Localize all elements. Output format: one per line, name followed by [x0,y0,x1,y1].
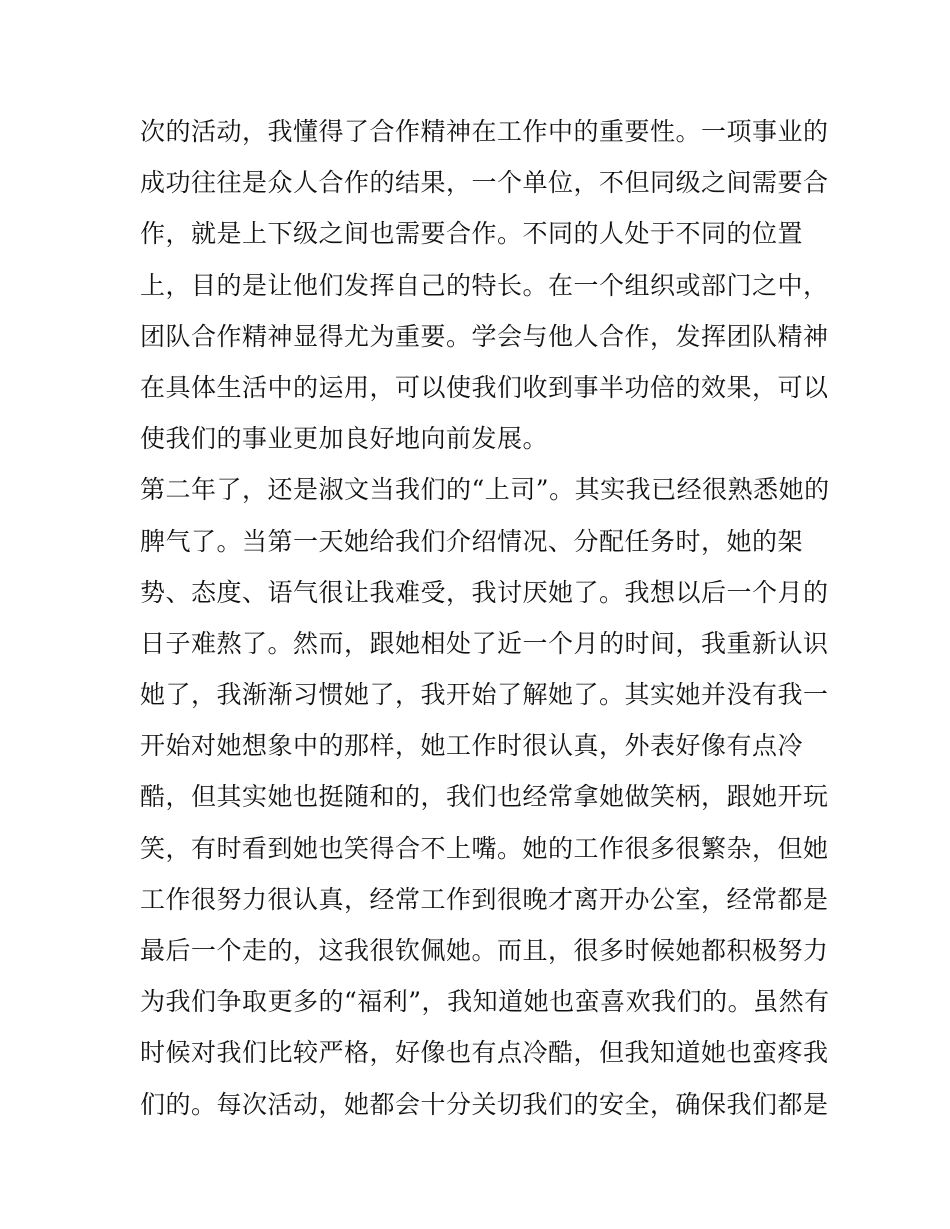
text-line: 日子难熬了。然而，跟她相处了近一个月的时间，我重新认识 [140,628,829,658]
text-line: 脾气了。当第一天她给我们介绍情况、分配任务时，她的架 [140,526,804,556]
text-line: 次的活动，我懂得了合作精神在工作中的重要性。一项事业的 [140,117,829,146]
text-line: 为我们争取更多的“福利”，我知道她也蛮喜欢我们的。虽然有 [140,987,830,1017]
text-line: 酷，但其实她也挺随和的，我们也经常拿她做笑柄，跟她开玩 [140,782,829,812]
text-line: 上，目的是让他们发挥自己的特长。在一个组织或部门之中， [140,270,829,300]
text-line: 使我们的事业更加良好地向前发展。 [140,424,549,454]
text-line: 成功往往是众人合作的结果，一个单位，不但同级之间需要合 [140,168,829,198]
text-line: 们的。每次活动，她都会十分关切我们的安全，确保我们都是 [140,1089,829,1119]
text-line: 工作很努力很认真，经常工作到很晚才离开办公室，经常都是 [140,884,829,914]
text-line: 她了，我渐渐习惯她了，我开始了解她了。其实她并没有我一 [140,680,829,710]
text-line: 开始对她想象中的那样，她工作时很认真，外表好像有点冷 [140,731,804,761]
text-line: 时候对我们比较严格，好像也有点冷酷，但我知道她也蛮疼我 [140,1038,829,1068]
text-line: 势、态度、语气很让我难受，我讨厌她了。我想以后一个月的 [140,577,829,607]
text-line: 作，就是上下级之间也需要合作。不同的人处于不同的位置 [140,219,804,249]
body-text [140,106,830,1130]
text-line: 在具体生活中的运用，可以使我们收到事半功倍的效果，可以 [140,372,829,402]
text-line: 团队合作精神显得尤为重要。学会与他人合作，发挥团队精神 [140,321,829,351]
text-line: 笑，有时看到她也笑得合不上嘴。她的工作很多很繁杂，但她 [140,833,829,863]
text-line: 最后一个走的，这我很钦佩她。而且，很多时候她都积极努力 [140,936,829,965]
text-line: 第二年了，还是淑文当我们的“上司”。其实我已经很熟悉她的 [140,475,830,505]
